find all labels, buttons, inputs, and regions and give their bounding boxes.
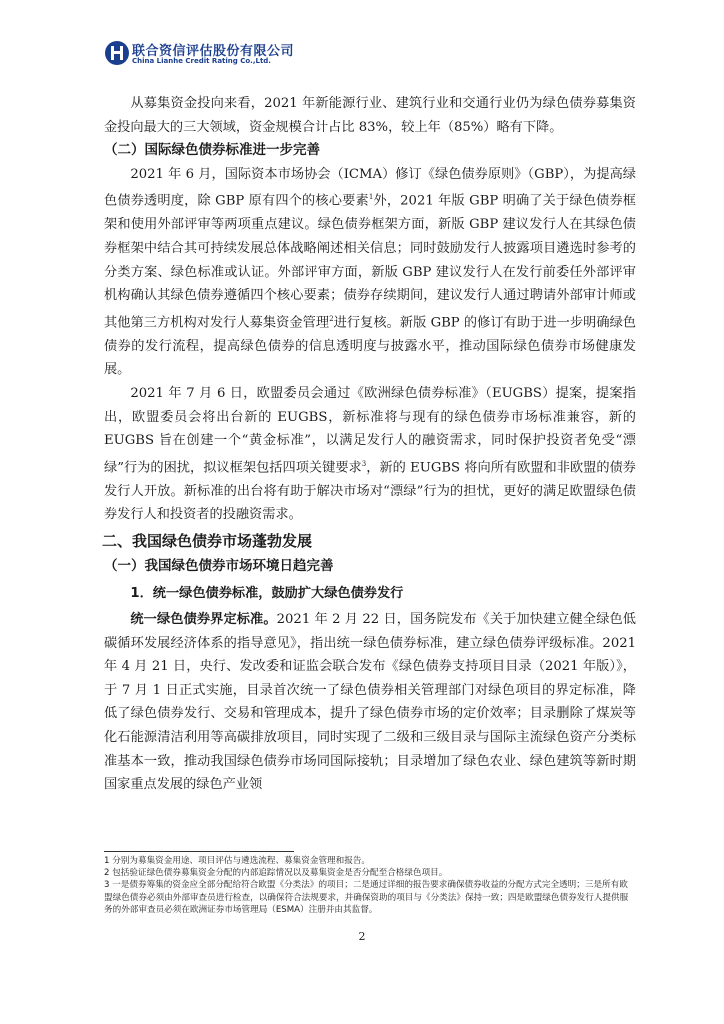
footnote-ref-3[interactable]: 3 [361, 459, 367, 468]
page-header [104, 38, 624, 74]
document-body [104, 92, 636, 797]
company-name-en: China Lianhe Credit Rating Co.,Ltd. [132, 57, 271, 65]
footnote-ref-1[interactable]: 1 [368, 193, 374, 202]
subsection-heading-unified-standards: 1．统一绿色债券标准，鼓励扩大绿色债券发行 [130, 586, 404, 602]
paragraph-lead: 统一绿色债券界定标准。 [130, 612, 277, 628]
paragraph-fund-allocation: 从募集资金投向来看，2021 年新能源行业、建筑行业和交通行业仍为绿色债券募集资金投向最大的三大领域，资金规模合计占比 83%，较上年（85%）略有下降。 [104, 96, 636, 135]
page-number: 2 [358, 930, 366, 943]
paragraph-eugbs: 2021 年 7 月 6 日，欧盟委员会通过《欧洲绿色债券标准》（EUGBS）提案，提案指出，欧盟委员会将出台新的 EUGBS，新标准将与现有的绿色债券市场标准兼容，新的 EUGBS 旨在创建一个“黄金标准”，以满足发行人的融资需求，同时保护投资者免受“漂绿”行为的困扰，拟议框架包括四项关键要求$^3$，新的 EUGBS 将向所有欧盟和非欧盟的债券发行人开放。新标准的出台将有助于解决市场对“漂绿”行为的担忧，更好的满足欧盟绿色债券发行人和投资者的投融资需求。 [104, 385, 636, 523]
section-heading-market-environment: （一）我国绿色债券市场环境日趋完善 [104, 557, 334, 574]
section-heading-international-standards: （二）国际绿色债券标准进一步完善 [104, 142, 320, 159]
paragraph-icma-gbp: 2021 年 6 月，国际资本市场协会（ICMA）修订《绿色债券原则》（GBP），为提高绿色债券透明度，除 GBP 原有四个的核心要素$^1$外，2021 年版 GBP 明确了关于绿色债券框架和使用外部评审等两项重点建议。绿色债券框架方面，新版 GBP 建议发行人在其绿色债券框架中结合其可持续发展总体战略阐述相关信息；同时鼓励发行人披露项目遴选时参考的分类方案、绿色标准或认证。外部评审方面，新版 GBP 建议发行人在发行前委任外部评审机构确认其绿色债券遵循四个核心要素；债券存续期间，建议发行人通过聘请外部审计师或其他第三方机构对发行人募集资金管理$^2$进行复核。新版 GBP 的修订有助于进一步明确绿色债券的发行流程，提高绿色债券的信息透明度与披露水平，推动国际绿色债券市场健康发展。 [104, 166, 636, 378]
company-logo-icon [104, 40, 130, 66]
paragraph-unified-standards: 统一绿色债券界定标准。2021 年 2 月 22 日，国务院发布《关于加快建立健全绿色低碳循环发展经济体系的指导意见》，指出统一绿色债券标准，建立绿色债券评级标准。2021 年 4 月 21 日，央行、发改委和证监会联合发布《绿色债券支持项目目录（2021 年版）》，于 7 月 1 日正式实施，目录首次统一了绿色债券相关管理部门对绿色项目的界定标准，降低了绿色债券发行、交易和管理成本，提升了绿色债券市场的定价效率；目录删除了煤炭等化石能源清洁利用等高碳排放项目，同时实现了二级和三级目录与国际主流绿色资产分类标准基本一致，推动我国绿色债券市场同国际接轨；目录增加了绿色农业、绿色建筑等新时期国家重点发展的绿色产业领 [104, 612, 636, 793]
footnote-2: 2 包括验证绿色债券募集资金分配的内部追踪情况以及募集资金是否分配至合格绿色项目。 [104, 868, 448, 879]
footnote-3: 3 一是债券筹集的资金应全部分配给符合欧盟《分类法》的项目；二是通过详细的报告要求确保债券收益的分配方式完全透明；三是所有欧盟绿色债券必须由外部审查员进行检查，以确保符合法规要求，并确保资助的项目与《分类法》保持一致；四是欧盟绿色债券发行人提供服务的外部审查员必须在欧洲证券市场管理局（ESMA）注册并由其监督。 [104, 880, 629, 915]
footnote-ref-2[interactable]: 2 [329, 314, 334, 323]
footnote-1: 1 分别为募集资金用途、项目评估与遴选流程、募集资金管理和报告。 [104, 856, 371, 866]
chapter-heading-domestic-market: 二、我国绿色债券市场蓬勃发展 [102, 531, 313, 550]
company-name-cn: 联合资信评估股份有限公司 [132, 44, 295, 59]
footnotes [104, 855, 636, 916]
footnote-separator [104, 851, 294, 852]
